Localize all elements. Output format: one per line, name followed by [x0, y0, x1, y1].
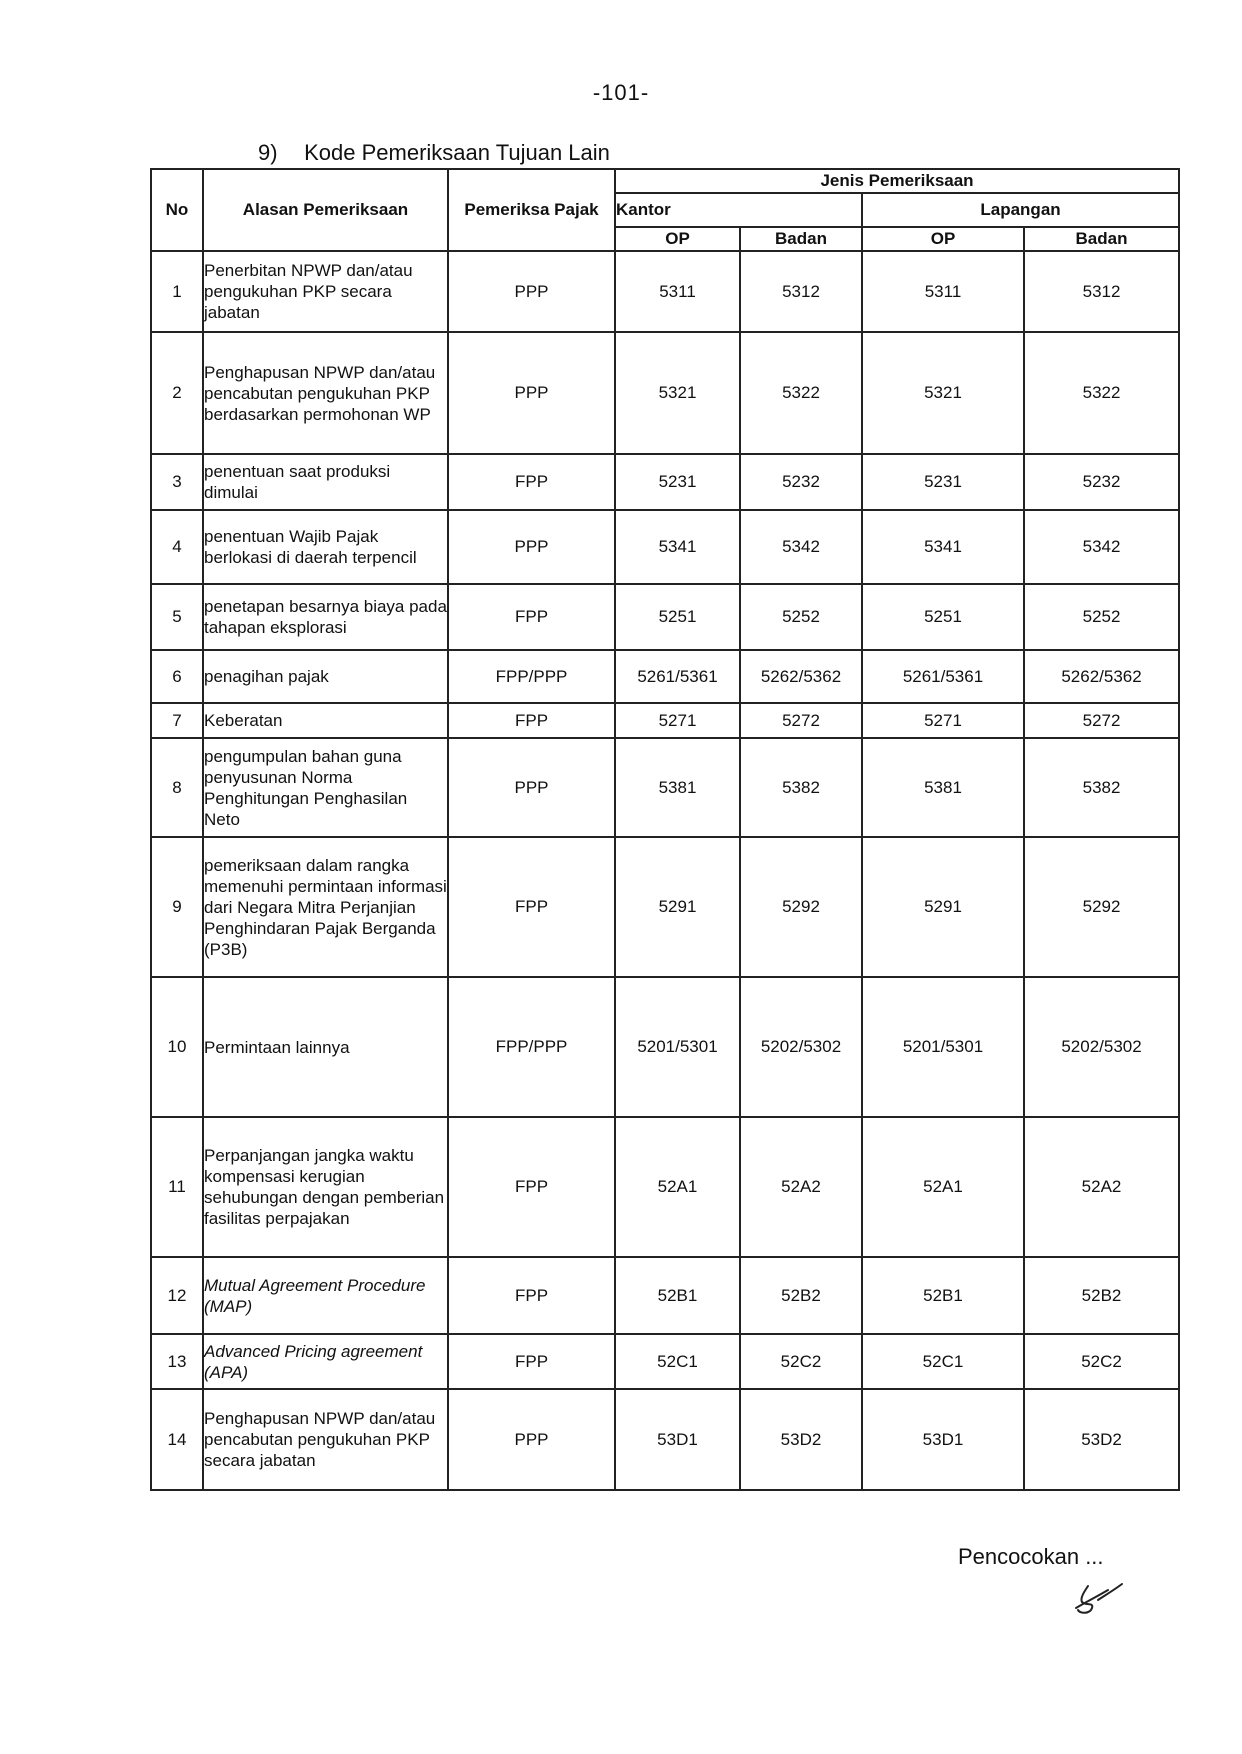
row-examiner: PPP	[448, 738, 615, 837]
row-no: 2	[151, 332, 203, 454]
row-office-op-code: 52B1	[615, 1257, 740, 1334]
table-row	[151, 703, 1179, 738]
row-reason: Advanced Pricing agreement (APA)	[203, 1334, 448, 1389]
row-no: 1	[151, 251, 203, 332]
row-examiner: FPP/PPP	[448, 650, 615, 703]
row-field-op-code: 5381	[862, 738, 1024, 837]
row-reason: Perpanjangan jangka waktu kompensasi kerugian sehubungan dengan pemberian fasilitas perpajakan	[203, 1117, 448, 1257]
page-number: -101-	[592, 80, 650, 105]
row-field-entity-code: 52A2	[1024, 1117, 1179, 1257]
row-reason: Mutual Agreement Procedure (MAP)	[203, 1257, 448, 1334]
row-office-entity-code: 5312	[740, 251, 862, 332]
row-field-op-code: 5231	[862, 454, 1024, 510]
row-office-op-code: 52A1	[615, 1117, 740, 1257]
row-field-entity-code: 5292	[1024, 837, 1179, 977]
row-reason: penentuan saat produksi dimulai	[203, 454, 448, 510]
row-field-entity-code: 5252	[1024, 584, 1179, 650]
row-reason: pengumpulan bahan guna penyusunan Norma Penghitungan Penghasilan Neto	[203, 738, 448, 837]
row-field-entity-code: 52B2	[1024, 1257, 1179, 1334]
row-field-entity-code: 52C2	[1024, 1334, 1179, 1389]
row-no: 4	[151, 510, 203, 584]
row-office-op-code: 5321	[615, 332, 740, 454]
row-field-entity-code: 5202/5302	[1024, 977, 1179, 1117]
row-no: 6	[151, 650, 203, 703]
row-field-op-code: 52B1	[862, 1257, 1024, 1334]
row-field-entity-code: 5262/5362	[1024, 650, 1179, 703]
table-row	[151, 1389, 1179, 1490]
examination-code-table	[150, 168, 1180, 1491]
table-row	[151, 251, 1179, 332]
header-field-op: OP	[862, 227, 1024, 251]
row-office-op-code: 5231	[615, 454, 740, 510]
row-examiner: FPP	[448, 1117, 615, 1257]
row-field-op-code: 53D1	[862, 1389, 1024, 1490]
row-office-entity-code: 52A2	[740, 1117, 862, 1257]
section-title-text: Kode Pemeriksaan Tujuan Lain	[304, 140, 610, 165]
row-examiner: PPP	[448, 332, 615, 454]
row-field-op-code: 5261/5361	[862, 650, 1024, 703]
row-no: 5	[151, 584, 203, 650]
header-office: Kantor	[615, 193, 862, 227]
row-office-op-code: 5381	[615, 738, 740, 837]
row-no: 7	[151, 703, 203, 738]
row-field-entity-code: 5322	[1024, 332, 1179, 454]
row-office-op-code: 5341	[615, 510, 740, 584]
table-row	[151, 837, 1179, 977]
row-field-op-code: 5251	[862, 584, 1024, 650]
row-no: 11	[151, 1117, 203, 1257]
row-office-op-code: 5251	[615, 584, 740, 650]
row-no: 10	[151, 977, 203, 1117]
row-office-entity-code: 5232	[740, 454, 862, 510]
table-row	[151, 738, 1179, 837]
row-examiner: FPP/PPP	[448, 977, 615, 1117]
row-field-op-code: 5341	[862, 510, 1024, 584]
row-office-entity-code: 52B2	[740, 1257, 862, 1334]
row-reason: penetapan besarnya biaya pada tahapan eksplorasi	[203, 584, 448, 650]
table-row	[151, 1257, 1179, 1334]
row-office-entity-code: 5382	[740, 738, 862, 837]
row-reason: Penerbitan NPWP dan/atau pengukuhan PKP secara jabatan	[203, 251, 448, 332]
row-office-op-code: 5291	[615, 837, 740, 977]
paraf-signature-icon	[1068, 1578, 1128, 1618]
header-reason: Alasan Pemeriksaan	[203, 169, 448, 251]
header-office-entity: Badan	[740, 227, 862, 251]
row-reason: Penghapusan NPWP dan/atau pencabutan pengukuhan PKP berdasarkan permohonan WP	[203, 332, 448, 454]
header-office-op: OP	[615, 227, 740, 251]
table-row	[151, 1334, 1179, 1389]
section-number: 9)	[258, 140, 278, 165]
table-row	[151, 650, 1179, 703]
table-row	[151, 510, 1179, 584]
row-no: 8	[151, 738, 203, 837]
row-office-op-code: 5311	[615, 251, 740, 332]
row-office-op-code: 5261/5361	[615, 650, 740, 703]
row-office-entity-code: 53D2	[740, 1389, 862, 1490]
row-no: 3	[151, 454, 203, 510]
row-reason: penentuan Wajib Pajak berlokasi di daerah terpencil	[203, 510, 448, 584]
header-examination-type: Jenis Pemeriksaan	[615, 169, 1179, 193]
row-reason: penagihan pajak	[203, 650, 448, 703]
row-office-entity-code: 5342	[740, 510, 862, 584]
row-no: 12	[151, 1257, 203, 1334]
row-office-entity-code: 52C2	[740, 1334, 862, 1389]
table-row	[151, 332, 1179, 454]
row-field-op-code: 5201/5301	[862, 977, 1024, 1117]
row-examiner: FPP	[448, 454, 615, 510]
table-row	[151, 454, 1179, 510]
header-no: No	[151, 169, 203, 251]
row-field-op-code: 5321	[862, 332, 1024, 454]
row-examiner: FPP	[448, 1257, 615, 1334]
row-office-entity-code: 5272	[740, 703, 862, 738]
row-office-entity-code: 5322	[740, 332, 862, 454]
continuation-text: Pencocokan ...	[958, 1544, 1104, 1569]
row-field-op-code: 5311	[862, 251, 1024, 332]
row-field-entity-code: 5342	[1024, 510, 1179, 584]
row-office-op-code: 5201/5301	[615, 977, 740, 1117]
row-field-entity-code: 5382	[1024, 738, 1179, 837]
row-examiner: PPP	[448, 1389, 615, 1490]
row-field-entity-code: 5232	[1024, 454, 1179, 510]
row-examiner: FPP	[448, 837, 615, 977]
row-office-op-code: 52C1	[615, 1334, 740, 1389]
row-office-entity-code: 5202/5302	[740, 977, 862, 1117]
row-office-entity-code: 5262/5362	[740, 650, 862, 703]
row-field-op-code: 5291	[862, 837, 1024, 977]
row-examiner: PPP	[448, 510, 615, 584]
section-title	[258, 140, 610, 166]
row-examiner: FPP	[448, 1334, 615, 1389]
header-field-entity: Badan	[1024, 227, 1179, 251]
row-no: 14	[151, 1389, 203, 1490]
table-row	[151, 1117, 1179, 1257]
row-no: 13	[151, 1334, 203, 1389]
row-examiner: PPP	[448, 251, 615, 332]
row-office-op-code: 5271	[615, 703, 740, 738]
table-row	[151, 584, 1179, 650]
row-field-entity-code: 5272	[1024, 703, 1179, 738]
row-office-entity-code: 5292	[740, 837, 862, 977]
row-office-entity-code: 5252	[740, 584, 862, 650]
row-field-op-code: 52A1	[862, 1117, 1024, 1257]
row-field-op-code: 52C1	[862, 1334, 1024, 1389]
row-no: 9	[151, 837, 203, 977]
row-reason: Keberatan	[203, 703, 448, 738]
row-office-op-code: 53D1	[615, 1389, 740, 1490]
row-field-op-code: 5271	[862, 703, 1024, 738]
row-field-entity-code: 53D2	[1024, 1389, 1179, 1490]
row-field-entity-code: 5312	[1024, 251, 1179, 332]
row-examiner: FPP	[448, 584, 615, 650]
row-examiner: FPP	[448, 703, 615, 738]
header-examiner: Pemeriksa Pajak	[448, 169, 615, 251]
row-reason: pemeriksaan dalam rangka memenuhi permintaan informasi dari Negara Mitra Perjanjian Penghindaran Pajak Berganda (P3B)	[203, 837, 448, 977]
header-field: Lapangan	[862, 193, 1179, 227]
row-reason: Permintaan lainnya	[203, 977, 448, 1117]
row-reason: Penghapusan NPWP dan/atau pencabutan pengukuhan PKP secara jabatan	[203, 1389, 448, 1490]
table-row	[151, 977, 1179, 1117]
